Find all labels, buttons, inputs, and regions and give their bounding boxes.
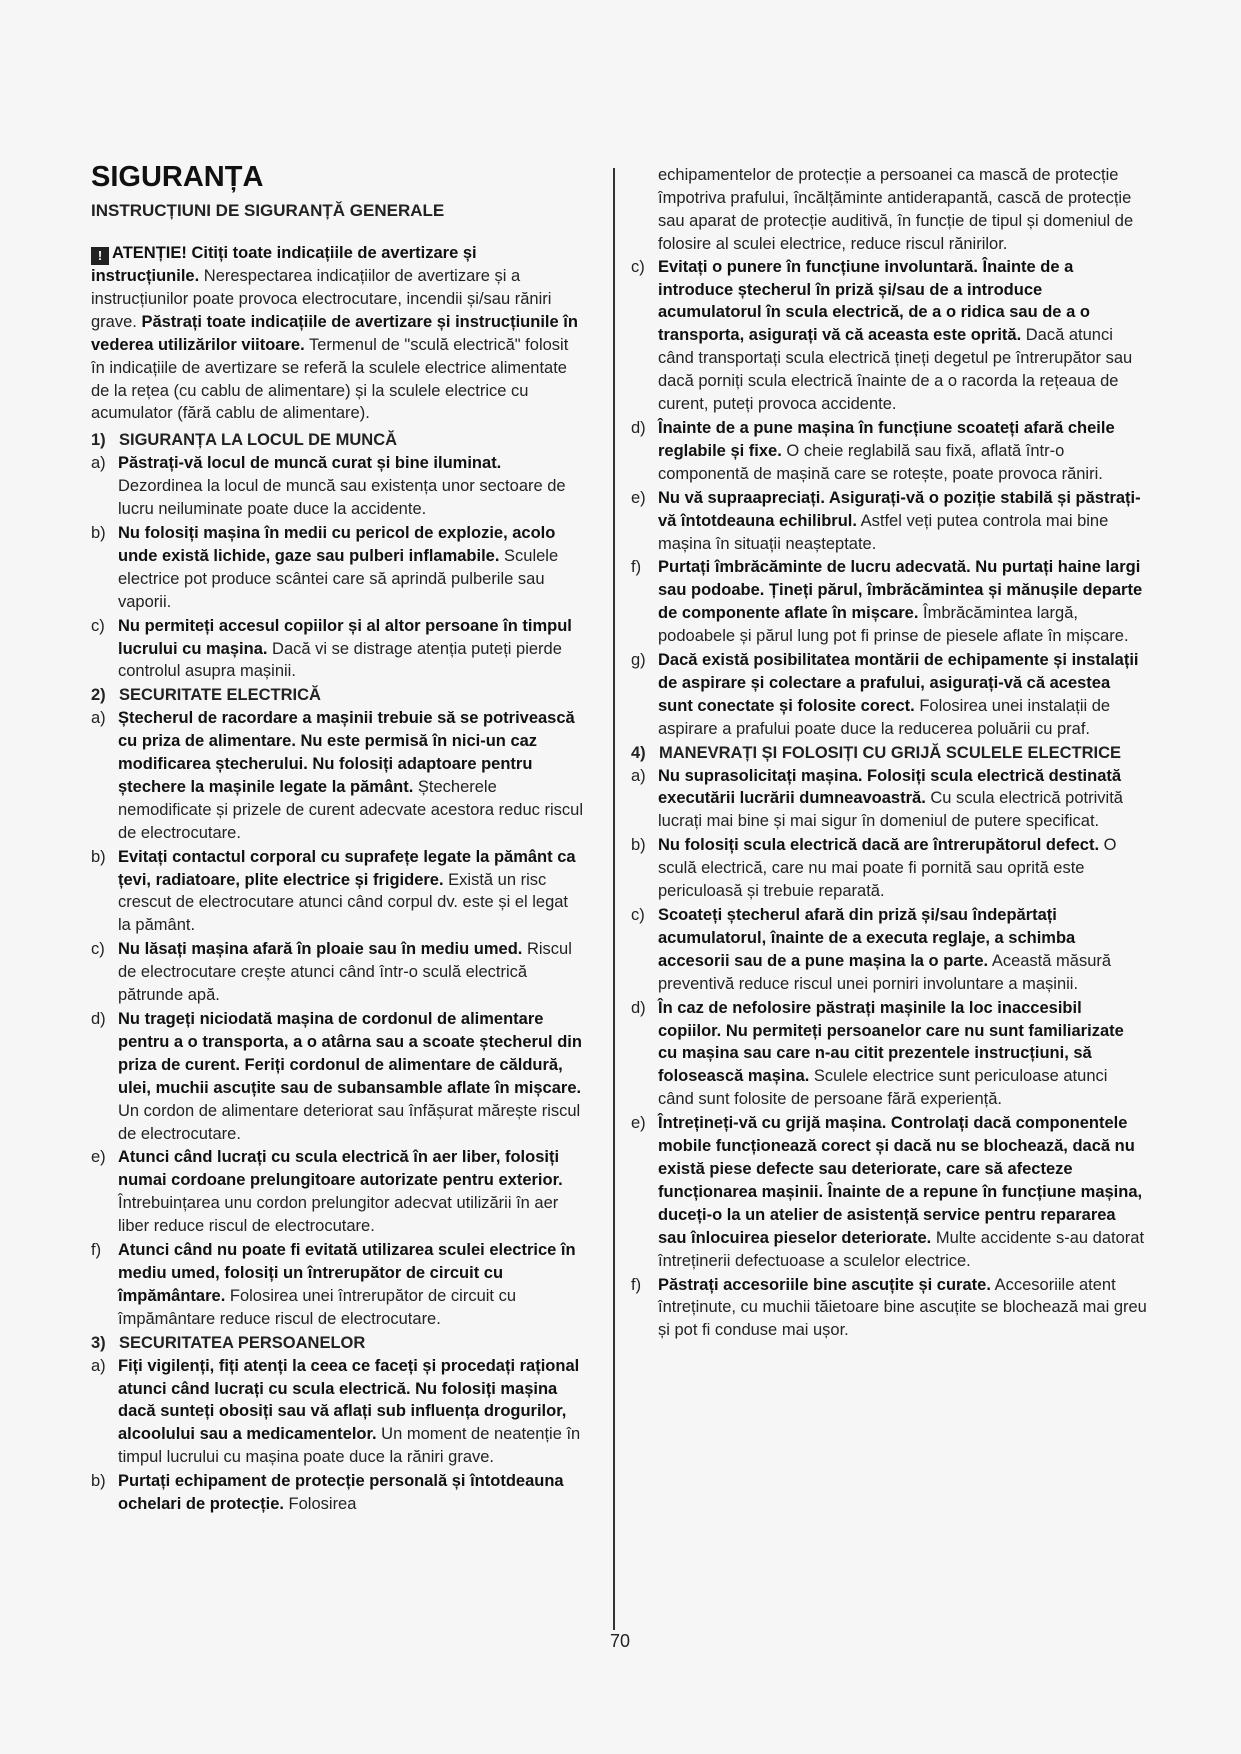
item-label: a) (91, 454, 106, 473)
item-bold: Nu permiteți accesul copiilor și al altor persoane în timpul lucrului cu mașina. (118, 616, 572, 658)
list-item (91, 938, 584, 1007)
item-bold: Nu trageți niciodată mașina de cordonul de alimentare pentru a o transporta, a o atârna sau a scoate ștecherul din priza de curent. Feriți cordonul de alimentare de căldură, ulei, muchii ascuțite sau de subansamble aflate în mișcare. (118, 1010, 582, 1097)
section-heading-3 (91, 1332, 584, 1355)
list-item (91, 1008, 584, 1145)
item-bold: Nu suprasolicitați mașina. Folosiți scula electrică destinată executării lucrării dumneavoastră. (658, 766, 1122, 808)
item-label: b) (91, 847, 106, 866)
list-item (91, 522, 584, 614)
item-text: Astfel veți putea controla mai bine mașina în situații neașteptate. (658, 511, 1109, 553)
item-label: a) (91, 709, 106, 728)
list-item (631, 417, 1147, 486)
item-label: c) (631, 906, 645, 924)
item-label: f) (91, 1241, 102, 1260)
list-item (631, 834, 1147, 903)
item-text: O cheie reglabilă sau fixă, aflată într-o componentă de mașină care se rotește, poate provoca răniri. (658, 441, 1103, 483)
item-continuation: echipamentelor de protecție a persoanei ca mască de protecție împotriva prafului, încălțăminte antiderapantă, cască de protecție sau aparat de protecție auditivă, în funcție de tipul și domeniul de folosire al sculei electrice, reduce riscul rănirilor. (658, 166, 1134, 253)
item-text: Îmbrăcămintea largă, podoabele și părul lung pot fi prinse de piesele aflate în mișcare. (658, 604, 1129, 646)
item-label: e) (631, 488, 646, 507)
list-item (631, 1112, 1147, 1272)
intro-text-2: Termenul de "sculă electrică" folosit în indicațiile de avertizare se referă la sculele electrice alimentate de la rețea (cu cablu de alimentare) și la sculele electrice cu acumulator (fără cablu de alimentare). (91, 335, 569, 423)
item-text: Multe accidente s-au datorat întreținerii defectuoase a sculelor electrice. (658, 1228, 1145, 1270)
item-bold: Atunci când nu poate fi evitată utilizarea sculei electrice în mediu umed, folosiți un întrerupător de circuit cu împământare. (118, 1241, 576, 1305)
item-label: e) (631, 1114, 646, 1133)
item-bold: Păstrați-vă locul de muncă curat și bine iluminat. (118, 454, 502, 473)
item-label: c) (91, 940, 105, 959)
item-label: d) (631, 418, 646, 437)
item-text: Folosirea unei instalații de aspirare a prafului poate duce la reducerea poluării cu praf. (658, 696, 1111, 738)
item-label: b) (631, 836, 646, 855)
item-text: Sculele electrice sunt periculoase atunci când sunt folosite de persoane fără experiență. (658, 1067, 1108, 1109)
item-label: f) (631, 1275, 642, 1294)
intro-bold-1: ATENȚIE! Citiți toate indicațiile de avertizare și instrucțiunile. (91, 244, 477, 285)
item-text: Folosirea (283, 1495, 357, 1514)
section-heading-1 (91, 429, 584, 452)
item-bold: Purtați îmbrăcăminte de lucru adecvată. Nu purtați haine largi sau podoabe. Țineți părul, îmbrăcămintea și mănușile departe de componente aflate în mișcare. (658, 558, 1143, 623)
item-bold: Nu folosiți mașina în medii cu pericol de explozie, acolo unde există lichide, gaze sau pulberi inflamabile. (118, 523, 556, 565)
item-text: Dacă atunci când transportați scula electrică țineți degetul pe întrerupător sau dacă porniți scula electrică înainte de a o racorda la rețeaua de curent, puteți provoca accidente. (658, 326, 1133, 414)
list-item (631, 904, 1147, 996)
warning-triangle-icon: ! (91, 247, 109, 265)
list-item (91, 707, 584, 844)
section-number: 3) (91, 1333, 106, 1352)
section-title: SIGURANȚA LA LOCUL DE MUNCĂ (119, 431, 398, 450)
item-bold: Nu vă supraapreciați. Asigurați-vă o poziție stabilă și păstrați-vă întotdeauna echilibrul. (658, 488, 1141, 530)
item-bold: Evitați contactul corporal cu suprafețe legate la pământ ca țevi, radiatoare, plite electrice și frigidere. (118, 847, 576, 889)
item-bold: În caz de nefolosire păstrați mașinile la loc inaccesibil copiilor. Nu permiteți persoanelor care nu sunt familiarizate cu mașina sau care n-au citit prezentele instrucțiuni, să folosească mașina. (658, 998, 1124, 1086)
list-item (631, 487, 1147, 556)
list-item (631, 256, 1147, 416)
item-bold: Dacă există posibilitatea montării de echipamente și instalații de aspirare și colectare a prafului, asigurați-vă că acestea sunt conectate și folosite corect. (658, 651, 1139, 715)
item-label: b) (91, 1472, 106, 1491)
list-item (631, 765, 1147, 834)
item-text: Dezordinea la locul de muncă sau existența unor sectoare de lucru neiluminate poate duce la accidente. (118, 477, 566, 519)
item-bold: Nu folosiți scula electrică dacă are întrerupătorul defect. (658, 836, 1100, 855)
item-label: d) (631, 998, 646, 1017)
section-number: 2) (91, 686, 106, 705)
list-item (631, 1274, 1147, 1343)
item-bold: Păstrați accesoriile bine ascuțite și curate. (658, 1275, 991, 1294)
item-text: Sculele electrice pot produce scântei care să aprindă pulberile sau vaporii. (118, 546, 559, 611)
list-item (91, 1239, 584, 1331)
left-column (91, 160, 584, 1517)
item-text: Accesoriile atent întreținute, cu muchii tăietoare bine ascuțite se blochează mai greu și pot fi conduse mai ușor. (658, 1275, 1147, 1340)
item-text: Riscul de electrocutare crește atunci când într-o sculă electrică pătrunde apă. (118, 940, 572, 1005)
intro-text-1: Nerespectarea indicațiilor de avertizare și a instrucțiunilor poate provoca electrocutare, incendii și/sau răniri grave. (91, 267, 552, 331)
item-label: c) (631, 257, 645, 276)
list-item (91, 1146, 584, 1238)
item-label: a) (91, 1356, 106, 1375)
item-text: Există un risc crescut de electrocutare atunci când corpul dv. este și el legat la pământ. (118, 870, 569, 935)
item-label: g) (631, 651, 646, 670)
item-bold: Atunci când lucrați cu scula electrică în aer liber, folosiți numai cordoane prelungitoare autorizate pentru exterior. (118, 1148, 563, 1190)
right-column (631, 164, 1147, 1343)
list-item (91, 452, 584, 521)
item-text: Întrebuințarea unu cordon prelungitor adecvat utilizării în aer liber reduce riscul de electrocutare. (118, 1194, 559, 1236)
list-item (91, 615, 584, 684)
section-heading-4 (631, 742, 1147, 765)
item-label: b) (91, 523, 106, 542)
item-text: Ștecherele nemodificate și prizele de curent adecvate acestora reduc riscul de electrocutare. (118, 777, 583, 842)
item-bold: Purtați echipament de protecție personală și întotdeauna ochelari de protecție. (118, 1472, 564, 1514)
item-text: Cu scula electrică potrivită lucrați mai bine și mai sigur în domeniul de putere specificat. (658, 789, 1123, 831)
item-text: Un moment de neatenție în timpul lucrului cu mașina poate duce la răniri grave. (118, 1425, 581, 1467)
section-heading-2 (91, 684, 584, 707)
section-title: MANEVRAȚI ȘI FOLOSIȚI CU GRIJĂ SCULELE ELECTRICE (659, 743, 1122, 762)
list-item (631, 556, 1147, 648)
item-bold: Scoateți ștecherul afară din priză și/sau îndepărtați acumulatorul, înainte de a executa reglaje, a schimba accesorii sau de a pune mașina la o parte. (658, 906, 1076, 970)
item-text: Această măsură preventivă reduce riscul unei porniri involuntare a mașinii. (658, 951, 1112, 993)
column-divider (613, 168, 615, 1630)
page-number: 70 (609, 1631, 631, 1651)
item-text: O sculă electrică, care nu mai poate fi pornită sau oprită este periculoasă și trebuie reparată. (658, 836, 1117, 901)
section-number: 1) (91, 431, 106, 450)
list-item (91, 1355, 584, 1470)
item-text: Un cordon de alimentare deteriorat sau înfășurat mărește riscul de electrocutare. (118, 1101, 581, 1143)
item-label: d) (91, 1010, 106, 1028)
item-label: e) (91, 1148, 106, 1167)
list-item (631, 997, 1147, 1112)
item-bold: Ștecherul de racordare a mașinii trebuie să se potrivească cu priza de alimentare. Nu este permisă în nici-un caz modificarea ștecherului. Nu folosiți adaptoare pentru ștechere la mașinile legate la pământ. (118, 709, 575, 796)
section-subtitle: INSTRUCȚIUNI DE SIGURANȚĂ GENERALE (91, 201, 445, 220)
item-bold: Întrețineți-vă cu grijă mașina. Controlați dacă componentele mobile funcționează corect și dacă nu se blochează, dacă nu există piese defecte sau deteriorate, care să afecteze funcționarea mașinii. Înainte de a repune în funcțiune mașina, duceți-o la un atelier de asistență service pentru repararea sau înlocuirea pieselor deteriorate. (658, 1114, 1143, 1247)
list-item (631, 649, 1147, 741)
item-bold: Înainte de a pune mașina în funcțiune scoateți afară cheile reglabile și fixe. (658, 418, 1115, 460)
item-label: c) (91, 616, 105, 635)
item-label: a) (631, 766, 646, 785)
section-number: 4) (631, 743, 646, 762)
item-bold: Nu lăsați mașina afară în ploaie sau în mediu umed. (118, 940, 523, 959)
list-item (91, 1470, 584, 1516)
page-title: SIGURANȚA (91, 161, 264, 193)
item-label: f) (631, 558, 642, 577)
item-text: Dacă vi se distrage atenția puteți pierde controlul asupra mașinii. (118, 639, 562, 681)
section-title: SECURITATEA PERSOANELOR (119, 1333, 366, 1352)
section-title: SECURITATE ELECTRICĂ (119, 686, 321, 705)
item-bold: Fiți vigilenți, fiți atenți la ceea ce faceți și procedați rațional atunci când lucrați cu scula electrică. Nu folosiți mașina dacă sunteți obosiți sau vă aflați sub influența drogurilor, alcoolului sau a medicamentelor. (118, 1356, 580, 1444)
intro-paragraph (91, 242, 584, 425)
item-bold: Evitați o punere în funcțiune involuntară. Înainte de a introduce ștecherul în priză și/sau de a introduce acumulatorul în scula electrică, de a o ridica sau de a o transporta, asigurați vă că aceasta este oprită. (658, 257, 1090, 345)
list-item (91, 846, 584, 938)
intro-bold-2: Păstrați toate indicațiile de avertizare și instrucțiunile în vederea utilizărilor viitoare. (91, 312, 578, 354)
item-text: Folosirea unei întrerupător de circuit cu împământare reduce riscul de electrocutare. (118, 1286, 517, 1328)
